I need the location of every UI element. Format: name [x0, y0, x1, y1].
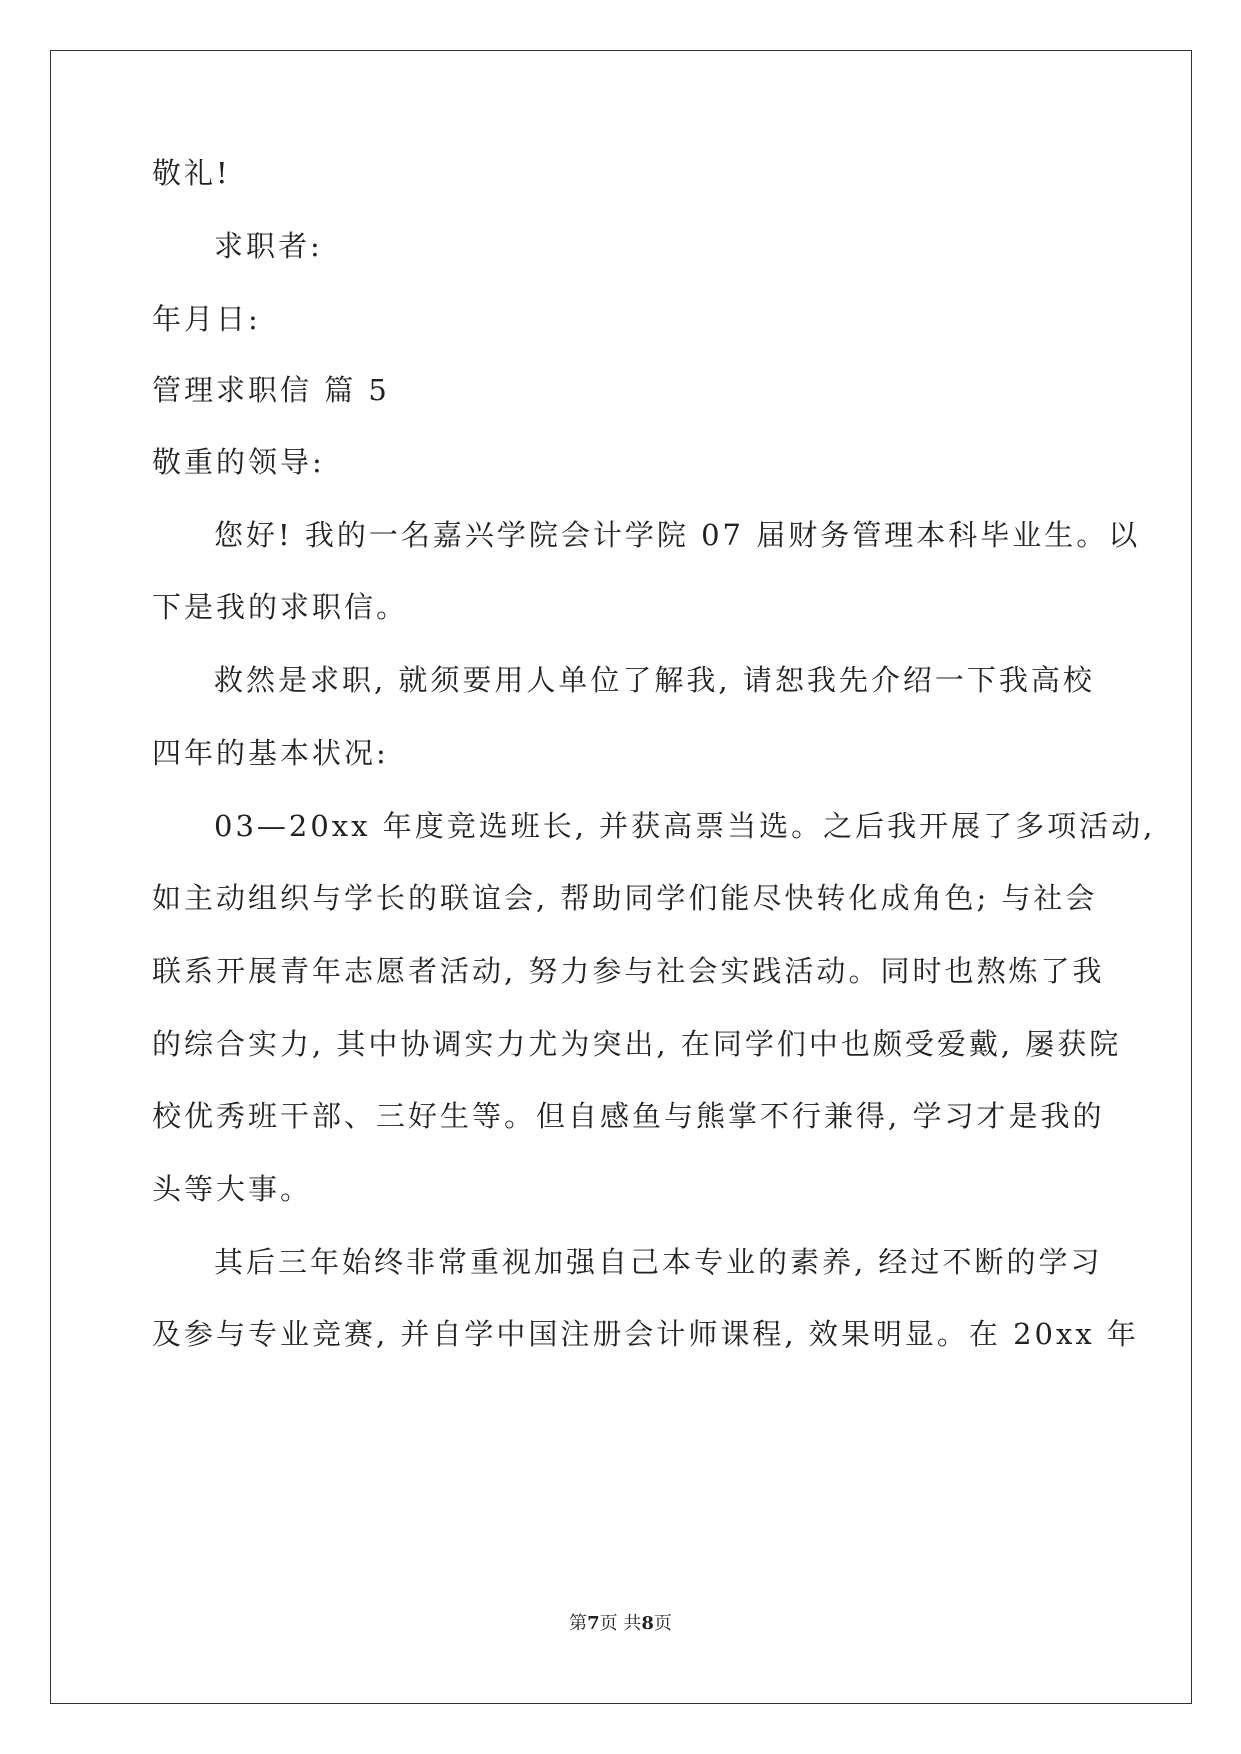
closing-salute: 敬礼! — [152, 156, 231, 190]
paragraph-line: 03—20xx 年度竞选班长, 并获高票当选。之后我开展了多项活动, — [214, 809, 1156, 843]
paragraph-line: 校优秀班干部、三好生等。但自感鱼与熊掌不行兼得, 学习才是我的 — [152, 1099, 1105, 1133]
paragraph-line: 其后三年始终非常重视加强自己本专业的素养, 经过不断的学习 — [214, 1245, 1103, 1279]
applicant-signature-label: 求职者: — [214, 229, 323, 263]
paragraph-line: 四年的基本状况: — [152, 736, 389, 770]
date-label: 年月日: — [152, 302, 261, 336]
paragraph-line: 如主动组织与学长的联谊会, 帮助同学们能尽快转化成角色; 与社会 — [152, 881, 1098, 915]
paragraph-line: 您好! 我的一名嘉兴学院会计学院 07 届财务管理本科毕业生。以 — [214, 518, 1141, 552]
footer-suffix: 页 — [653, 1613, 672, 1634]
paragraph-line: 头等大事。 — [152, 1172, 313, 1206]
paragraph-line: 的综合实力, 其中协调实力尤为突出, 在同学们中也颇受爱戴, 屡获院 — [152, 1027, 1122, 1061]
paragraph-line: 下是我的求职信。 — [152, 590, 409, 624]
paragraph-line: 联系开展青年志愿者活动, 努力参与社会实践活动。同时也熬炼了我 — [152, 954, 1105, 988]
greeting: 敬重的领导: — [152, 445, 325, 479]
section-heading: 管理求职信 篇 5 — [152, 373, 390, 407]
total-page-count: 8 — [641, 1613, 654, 1634]
paragraph-line: 救然是求职, 就须要用人单位了解我, 请恕我先介绍一下我高校 — [214, 663, 1095, 697]
page-footer — [0, 1612, 1241, 1636]
footer-prefix: 第 — [569, 1613, 588, 1634]
paragraph-line: 及参与专业竞赛, 并自学中国注册会计师课程, 效果明显。在 20xx 年 — [152, 1317, 1139, 1351]
footer-mid: 页 共 — [599, 1613, 642, 1634]
current-page-number: 7 — [587, 1613, 600, 1634]
